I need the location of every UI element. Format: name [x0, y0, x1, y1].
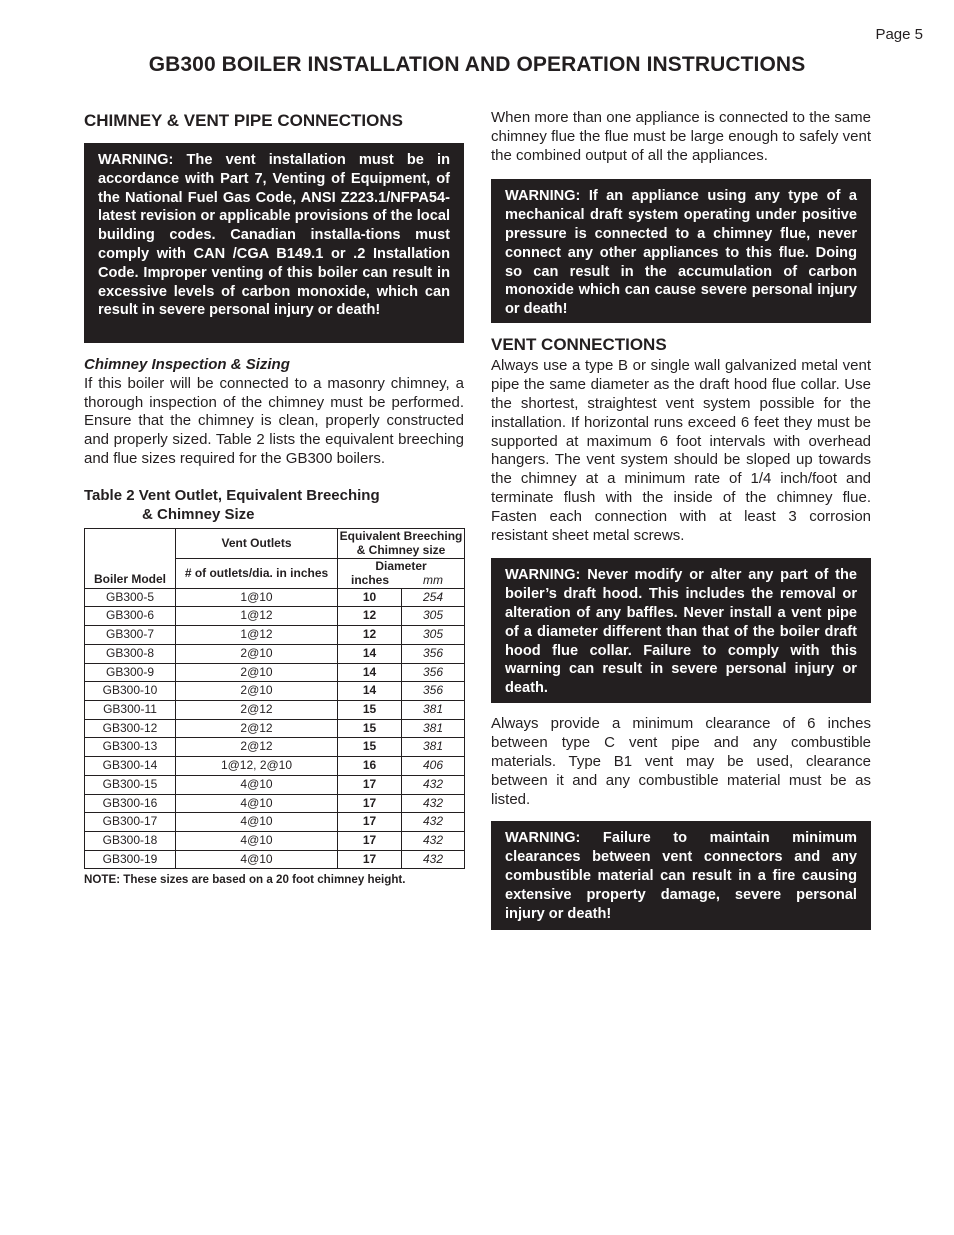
cell-mm: 254 [402, 588, 465, 607]
table-row [85, 813, 465, 832]
cell-inches: 14 [338, 644, 402, 663]
left-column [84, 109, 464, 886]
cell-outlets: 2@10 [176, 663, 338, 682]
header-boiler-model: Boiler Model [85, 528, 176, 588]
cell-inches: 14 [338, 663, 402, 682]
section-title-vent-connections: VENT CONNECTIONS [491, 335, 667, 355]
cell-outlets: 4@10 [176, 831, 338, 850]
cell-model: GB300-12 [85, 719, 176, 738]
cell-inches: 15 [338, 701, 402, 720]
cell-outlets: 2@12 [176, 719, 338, 738]
paragraph-multiple-appliances: When more than one appliance is connected to the same chimney flue the flue must be large enough to safely vent the combined output of all the appliances. [491, 109, 871, 164]
cell-outlets: 4@10 [176, 850, 338, 869]
cell-inches: 14 [338, 682, 402, 701]
table-caption-line-1: Table 2 Vent Outlet, Equivalent Breeching [84, 486, 380, 504]
cell-model: GB300-10 [85, 682, 176, 701]
cell-mm: 356 [402, 644, 465, 663]
header-outlets-dia: # of outlets/dia. in inches [176, 558, 338, 588]
table-row [85, 719, 465, 738]
cell-mm: 406 [402, 757, 465, 776]
cell-mm: 381 [402, 701, 465, 720]
cell-outlets: 2@10 [176, 682, 338, 701]
header-diameter-group [338, 558, 465, 588]
warning-box-venting: WARNING: The vent installation must be in accordance with Part 7, Venting of Equipment, of the National Fuel Gas Code, ANSI Z223.1/NFPA54-latest revision or applicable provisions of the local building codes. Canadian installa-tions must comply with CAN /CGA B149.1 or .2 Installation Code. Improper venting of this boiler can result in excessive levels of carbon monoxide, which can result in severe personal injury or death! [84, 143, 464, 343]
table-row [85, 644, 465, 663]
paragraph-clearance: Always provide a minimum clearance of 6 inches between type C vent pipe and any combustible materials. Type B1 vent may be used, clearance between it and any combustible material must be as listed. [491, 715, 871, 808]
page-title: GB300 BOILER INSTALLATION AND OPERATION INSTRUCTIONS [148, 53, 806, 76]
table-body [85, 588, 465, 869]
cell-inches: 10 [338, 588, 402, 607]
page-number: Page 5 [875, 26, 923, 43]
cell-mm: 432 [402, 794, 465, 813]
header-inches: inches [350, 573, 389, 588]
cell-mm: 432 [402, 831, 465, 850]
cell-mm: 432 [402, 850, 465, 869]
cell-inches: 15 [338, 738, 402, 757]
cell-mm: 356 [402, 663, 465, 682]
cell-model: GB300-9 [85, 663, 176, 682]
header-diameter-units [338, 573, 464, 587]
section-title-chimney: CHIMNEY & VENT PIPE CONNECTIONS [84, 111, 403, 130]
cell-model: GB300-7 [85, 626, 176, 645]
header-equivalent-breeching: Equivalent Breeching & Chimney size [338, 528, 465, 558]
right-column [491, 109, 871, 930]
cell-model: GB300-15 [85, 775, 176, 794]
cell-outlets: 1@12 [176, 607, 338, 626]
table-row [85, 775, 465, 794]
table-note: NOTE: These sizes are based on a 20 foot chimney height. [84, 873, 406, 887]
cell-model: GB300-16 [85, 794, 176, 813]
table-row [85, 607, 465, 626]
warning-box-mechanical-draft: WARNING: If an appliance using any type of a mechanical draft system operating under positive pressure is connected to a chimney flue, never connect any other appliances to this flue. Doing so can result in the accumulation of carbon monoxide which can cause severe personal injury or death! [491, 179, 871, 323]
table-row [85, 588, 465, 607]
cell-outlets: 4@10 [176, 813, 338, 832]
warning-box-draft-hood: WARNING: Never modify or alter any part of the boiler’s draft hood. This includes the removal or alteration of any baffles. Never install a vent pipe of a diameter different than that of the boiler draft hood flue collar. Failure to comply with this warning can result in severe personal injury or death. [491, 558, 871, 703]
cell-outlets: 4@10 [176, 794, 338, 813]
cell-model: GB300-8 [85, 644, 176, 663]
table-row [85, 831, 465, 850]
cell-inches: 17 [338, 775, 402, 794]
cell-inches: 12 [338, 626, 402, 645]
paragraph-vent-connections: Always use a type B or single wall galvanized metal vent pipe the same diameter as the draft hood flue collar. Use the shortest, straightest vent system possible for the installation. If horizontal runs exceed 6 feet they must be supported at maximum 6 foot intervals with overhead hangers. The vent system should be sloped up towards the chimney at a minimum rate of 1/4 inch/foot and terminate flush with the inside of the chimney flue. Fasten each connection with at least 3 corrosion resistant sheet metal screws. [491, 357, 871, 544]
cell-mm: 305 [402, 607, 465, 626]
table-row [85, 682, 465, 701]
cell-mm: 305 [402, 626, 465, 645]
cell-inches: 15 [338, 719, 402, 738]
header-vent-outlets: Vent Outlets [176, 528, 338, 558]
cell-outlets: 1@10 [176, 588, 338, 607]
cell-outlets: 2@10 [176, 644, 338, 663]
cell-inches: 16 [338, 757, 402, 776]
cell-mm: 381 [402, 738, 465, 757]
cell-inches: 17 [338, 850, 402, 869]
cell-model: GB300-18 [85, 831, 176, 850]
cell-outlets: 2@12 [176, 701, 338, 720]
cell-inches: 17 [338, 794, 402, 813]
cell-model: GB300-11 [85, 701, 176, 720]
cell-model: GB300-17 [85, 813, 176, 832]
cell-outlets: 1@12 [176, 626, 338, 645]
cell-model: GB300-14 [85, 757, 176, 776]
cell-outlets: 4@10 [176, 775, 338, 794]
cell-mm: 432 [402, 775, 465, 794]
cell-inches: 17 [338, 813, 402, 832]
header-mm: mm [423, 573, 443, 588]
warning-box-clearances: WARNING: Failure to maintain minimum clearances between vent connectors and any combustible material can result in a fire causing extensive property damage, severe personal injury or death! [491, 821, 871, 930]
cell-model: GB300-13 [85, 738, 176, 757]
paragraph-inspection: If this boiler will be connected to a masonry chimney, a thorough inspection of the chimney must be performed. Ensure that the chimney is clean, properly constructed and properly sized. Table 2 lists the equivalent breeching and flue sizes required for the GB300 boilers. [84, 374, 464, 467]
cell-model: GB300-5 [85, 588, 176, 607]
cell-inches: 12 [338, 607, 402, 626]
vent-size-table [84, 528, 465, 870]
cell-mm: 381 [402, 719, 465, 738]
cell-outlets: 1@12, 2@10 [176, 757, 338, 776]
cell-mm: 356 [402, 682, 465, 701]
cell-model: GB300-6 [85, 607, 176, 626]
table-row [85, 850, 465, 869]
header-diameter: Diameter [375, 559, 427, 574]
table-caption [84, 486, 464, 525]
cell-model: GB300-19 [85, 850, 176, 869]
cell-outlets: 2@12 [176, 738, 338, 757]
cell-mm: 432 [402, 813, 465, 832]
subsection-title-inspection: Chimney Inspection & Sizing [84, 356, 290, 373]
table-row [85, 663, 465, 682]
table-row [85, 626, 465, 645]
table-caption-line-2: & Chimney Size [142, 506, 255, 524]
cell-inches: 17 [338, 831, 402, 850]
table-row [85, 794, 465, 813]
table-row [85, 738, 465, 757]
table-row [85, 701, 465, 720]
table-row [85, 757, 465, 776]
